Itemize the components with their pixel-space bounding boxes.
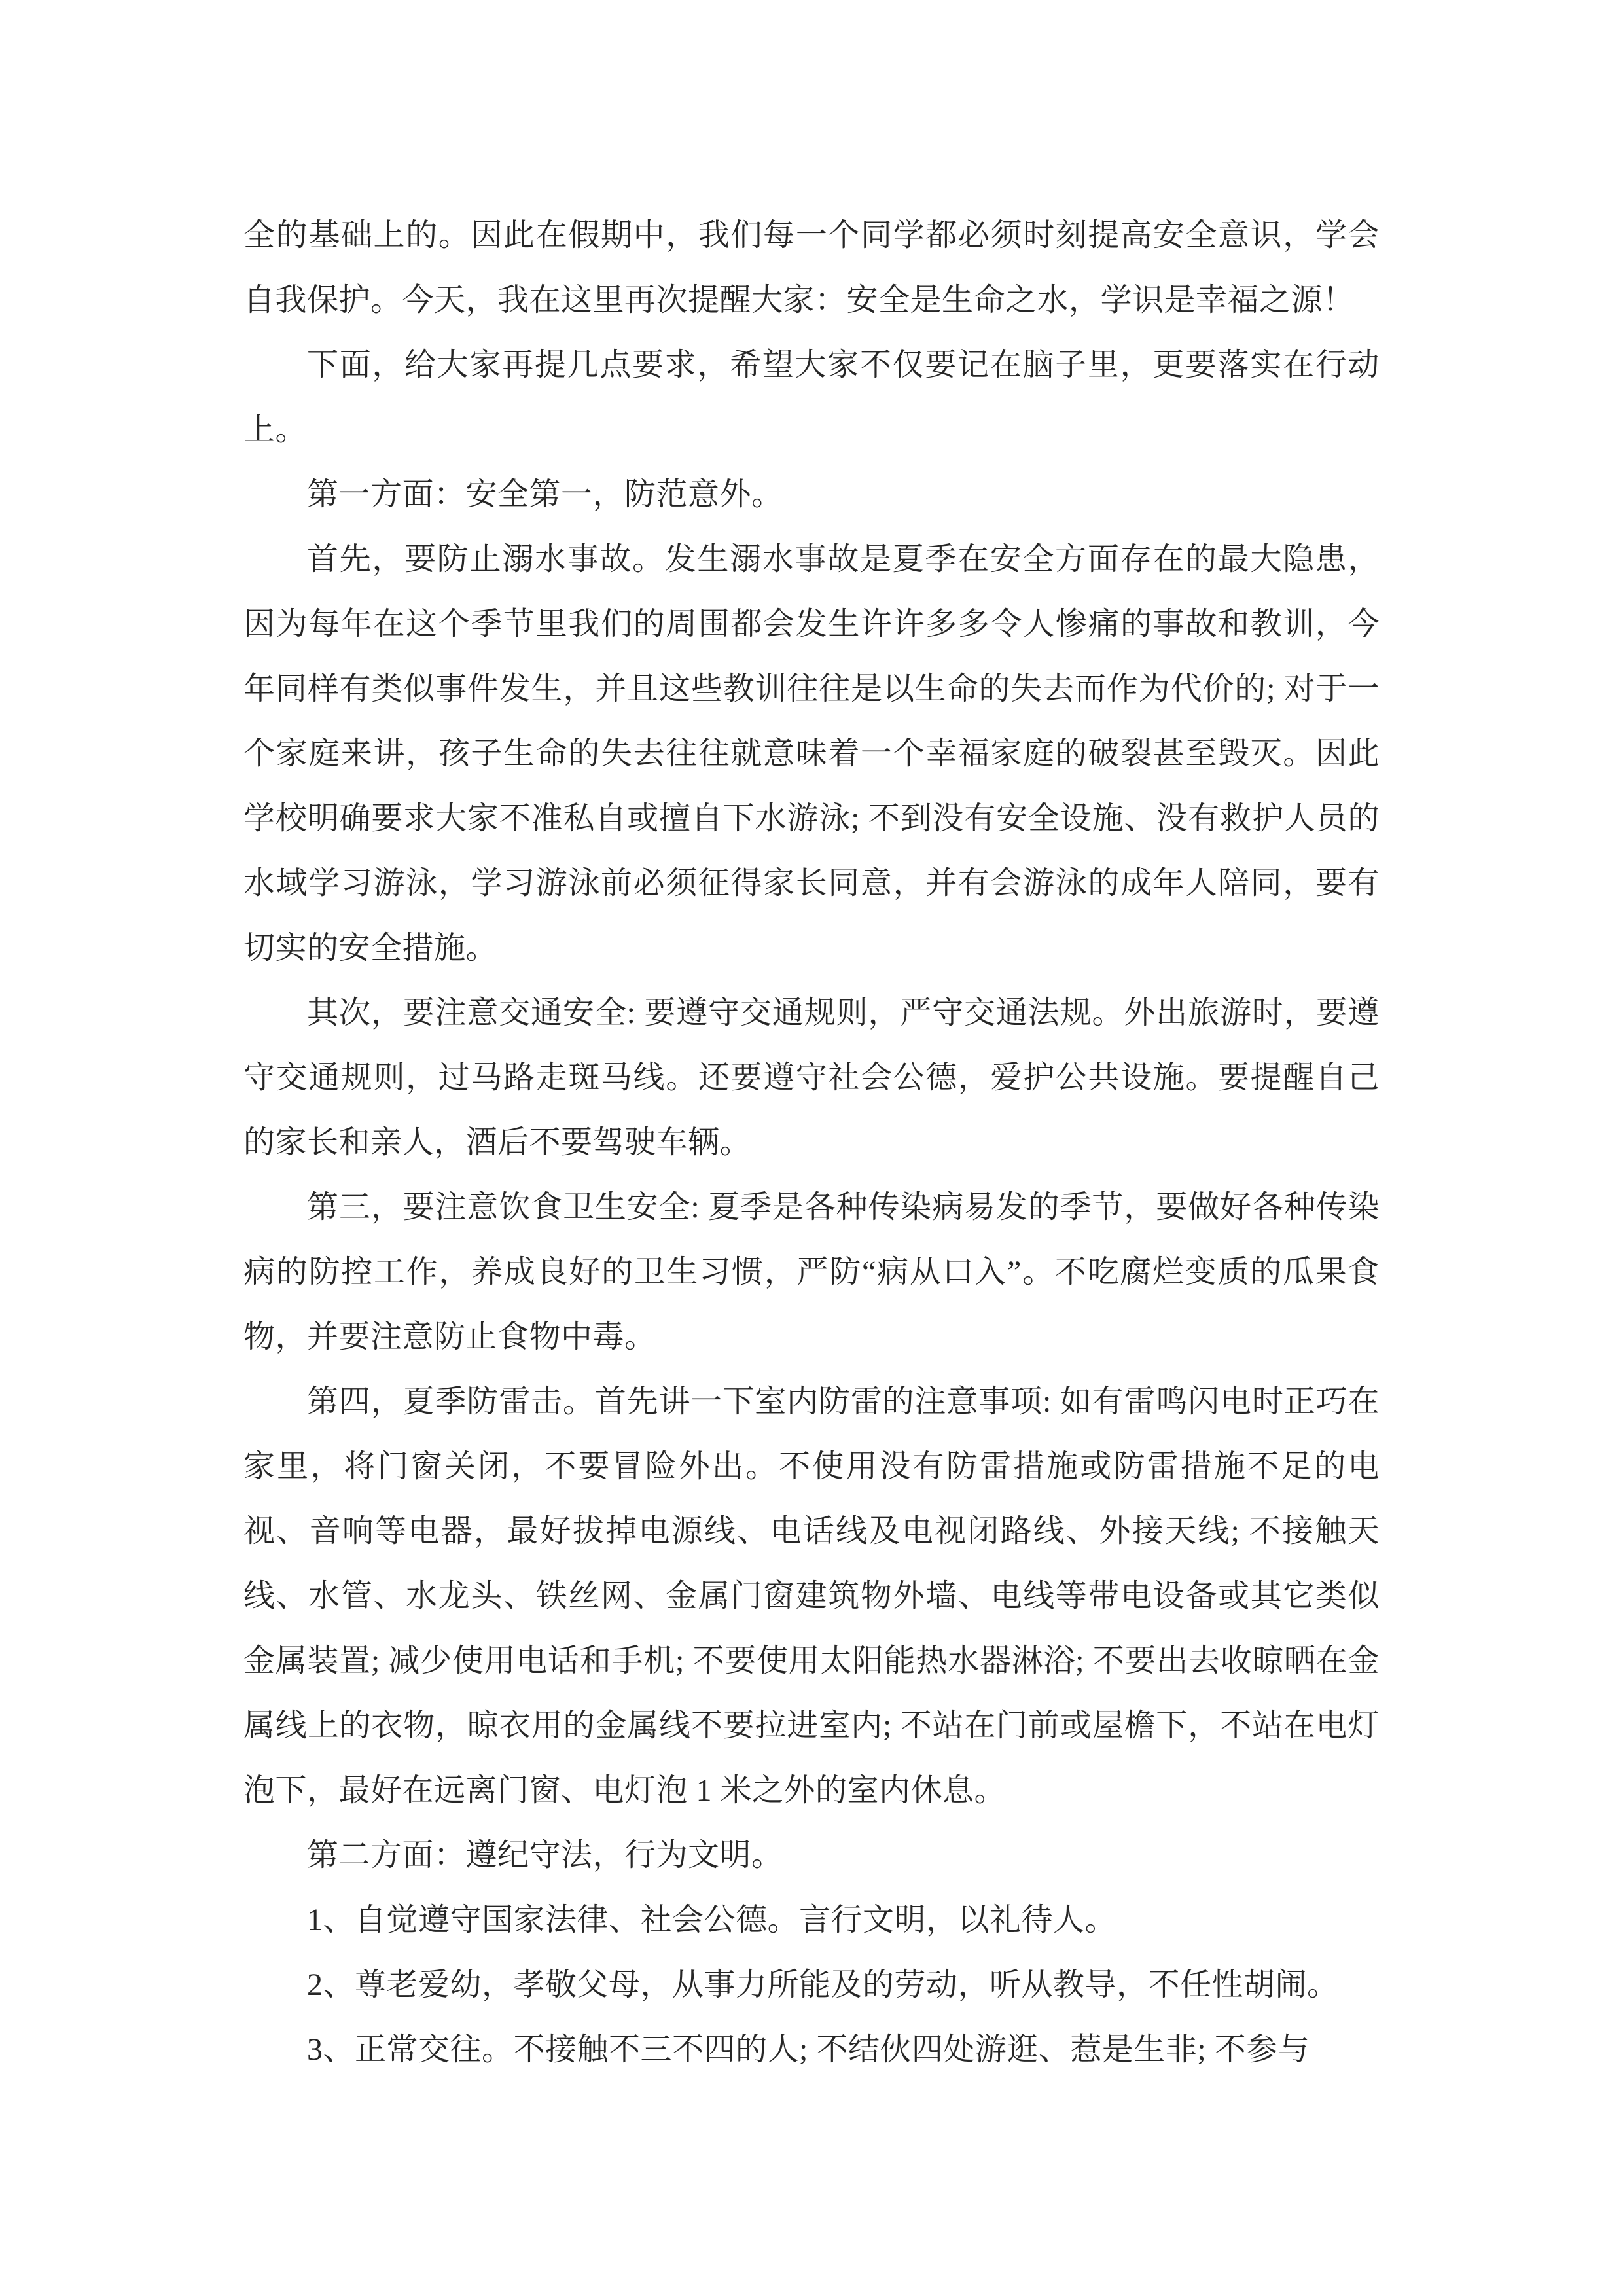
paragraph-2: 下面，给大家再提几点要求，希望大家不仅要记在脑子里，更要落实在行动上。 bbox=[243, 348, 1380, 447]
paragraph-9: 1、自觉遵守国家法律、社会公德。言行文明，以礼待人。 bbox=[307, 1903, 1117, 1937]
paragraph-4: 首先，要防止溺水事故。发生溺水事故是夏季在安全方面存在的最大隐患，因为每年在这个季节里我们的周围都会发生许许多多令人惨痛的事故和教训，今年同样有类似事件发生，并且这些教训往往是以生命的失去而作为代价的; 对于一个家庭来讲，孩子生命的失去往往就意味着一个幸福家庭的破裂甚至毁灭。因此学校明确要求大家不准私自或擅自下水游泳; 不到没有安全设施、没有救护人员的水域学习游泳，学习游泳前必须征得家长同意，并有会游泳的成年人陪同，要有切实的安全措施。 bbox=[243, 542, 1380, 965]
paragraph-8: 第二方面：遵纪守法，行为文明。 bbox=[307, 1838, 783, 1873]
paragraph-11: 3、正常交往。不接触不三不四的人; 不结伙四处游逛、惹是生非; 不参与 bbox=[307, 2032, 1310, 2067]
paragraph-10: 2、尊老爱幼，孝敬父母，从事力所能及的劳动，听从教导，不任性胡闹。 bbox=[307, 1967, 1339, 2002]
paragraph-7: 第四，夏季防雷击。首先讲一下室内防雷的注意事项: 如有雷鸣闪电时正巧在家里，将门窗关闭，不要冒险外出。不使用没有防雷措施或防雷措施不足的电视、音响等电器，最好拔掉电源线、电话线及电视闭路线、外接天线; 不接触天线、水管、水龙头、铁丝网、金属门窗建筑物外墙、电线等带电设备或其它类似金属装置; 减少使用电话和手机; 不要使用太阳能热水器淋浴; 不要出去收晾晒在金属线上的衣物，晾衣用的金属线不要拉进室内; 不站在门前或屋檐下，不站在电灯泡下，最好在远离门窗、电灯泡 1 米之外的室内休息。 bbox=[243, 1384, 1380, 1808]
paragraph-6: 第三，要注意饮食卫生安全: 夏季是各种传染病易发的季节，要做好各种传染病的防控工作，养成良好的卫生习惯，严防“病从口入”。不吃腐烂变质的瓜果食物，并要注意防止食物中毒。 bbox=[243, 1190, 1380, 1354]
paragraph-1: 全的基础上的。因此在假期中，我们每一个同学都必须时刻提高安全意识，学会自我保护。今天，我在这里再次提醒大家：安全是生命之水，学识是幸福之源！ bbox=[243, 218, 1380, 317]
paragraph-3: 第一方面：安全第一，防范意外。 bbox=[307, 477, 783, 512]
document-body bbox=[243, 203, 1380, 2082]
paragraph-5: 其次，要注意交通安全: 要遵守交通规则，严守交通法规。外出旅游时，要遵守交通规则，过马路走斑马线。还要遵守社会公德，爱护公共设施。要提醒自己的家长和亲人，酒后不要驾驶车辆。 bbox=[243, 996, 1380, 1160]
